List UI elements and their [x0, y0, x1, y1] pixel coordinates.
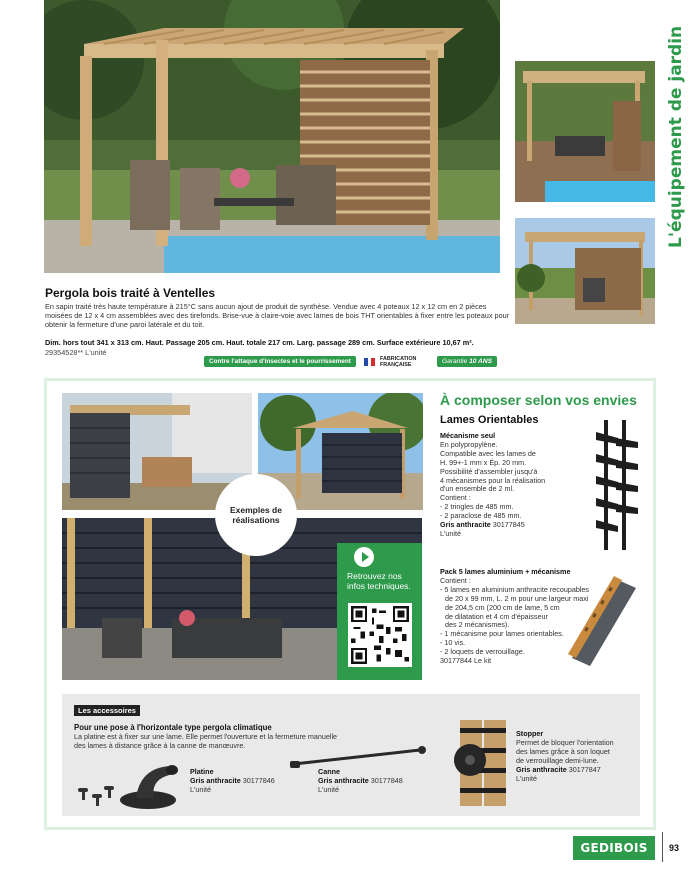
mecanisme-line: 4 mécanismes pour la réalisation [440, 475, 546, 485]
compose-heading: À composer selon vos envies [440, 392, 637, 408]
pack-line: de 204,5 cm (200 cm de lame, 5 cm [445, 602, 560, 612]
platine-block [190, 768, 290, 795]
stopper-line: Permet de bloquer l'orientation [516, 737, 614, 747]
qr-code-icon[interactable] [348, 603, 412, 667]
fabrication-francaise-label [380, 356, 416, 368]
mecanisme-line: - 2 paraclose de 485 mm. [440, 511, 522, 521]
guarantee-value: 10 ANS [469, 358, 492, 365]
pack-ref: 30177844 Le kit [440, 656, 492, 666]
mecanisme-color: Gris anthracite [440, 520, 491, 530]
mecanisme-line: - 2 tringles de 485 mm. [440, 502, 514, 512]
francaise-line: FRANÇAISE [380, 362, 412, 368]
gedibois-logo: GEDIBOIS [573, 836, 655, 860]
stopper-name: Stopper [516, 729, 544, 738]
platine-color: Gris anthracite [190, 775, 241, 785]
platine-ref: 30177846 [242, 775, 275, 785]
accessories-desc-2: des lames à distance grâce à la canne de manœuvre. [74, 740, 246, 750]
stopper-line: des lames grâce à son loquet [516, 746, 610, 756]
mecanisme-line: En polypropylène. [440, 439, 498, 449]
platine-name: Platine [190, 767, 214, 776]
stopper-ref: 30177847 [568, 764, 601, 774]
accessories-desc-1: La platine est à fixer sur une lame. Elle permet l'ouverture et la fermeture manuelle [74, 731, 338, 741]
mecanisme-line: H. 99+-1 mm x Ép. 20 mm. [440, 457, 527, 467]
mecanisme-title: Mécanisme seul [440, 431, 496, 440]
product-description: En sapin traité très haute température à 215°C sans aucun ajout de produit de synthèse. Vendue avec 4 poteaux 12 x 12 cm en 2 pièces moisées de 12 x 4 cm assemblées avec des tirefonds. Brise-vue à claire-voie avec lames de bois THT orientables à fixer entre les poteaux pour obtenir la fermeture d'une paroi latérale et du toit. [45, 302, 510, 329]
product-dimensions: Dim. hors tout 341 x 313 cm. Haut. Passage 205 cm. Haut. totale 217 cm. Larg. passage 289 cm. Surface extérieure 10,67 m². [45, 338, 474, 347]
pack-line: - 10 vis. [440, 638, 466, 648]
pack-line: de 20 x 99 mm, L. 2 m pour une largeur maxi [445, 593, 589, 603]
footer-divider [662, 832, 663, 862]
pack-line: - 5 lames en aluminium anthracite recoupables [440, 584, 590, 594]
pack-line: Contient : [440, 575, 471, 585]
fabrication-line: FABRICATION [380, 356, 417, 362]
product-title: Pergola bois traité à Ventelles [45, 286, 216, 300]
platine-product-image [70, 760, 185, 812]
mecanisme-line: Contient : [440, 493, 471, 503]
stopper-product-image [440, 720, 512, 806]
canne-color: Gris anthracite [318, 775, 369, 785]
guarantee-badge [437, 356, 497, 367]
tech-info-text: Retrouvez nos infos techniques. [347, 571, 411, 591]
pack-line: - 1 mécanisme pour lames orientables. [440, 629, 564, 639]
hero-pergola-photo [44, 0, 500, 273]
pack-line: des 2 mécanismes). [445, 620, 510, 630]
insect-protection-badge: Contre l'attaque d'insectes et le pourrissement [204, 356, 356, 367]
accessories-title: Pour une pose à l'horizontale type pergola climatique [74, 723, 272, 732]
stopper-unit: L'unité [516, 773, 537, 783]
pergola-garden-photo [515, 218, 655, 324]
mecanisme-unit: L'unité [440, 528, 461, 538]
pergola-pool-photo [515, 61, 655, 202]
section-vertical-title: L'équipement de jardin [666, 25, 686, 248]
mecanisme-ref: 30177845 [492, 520, 525, 530]
mecanisme-line: Compatible avec les lames de [440, 448, 536, 458]
platine-unit: L'unité [190, 784, 211, 794]
canne-name: Canne [318, 767, 340, 776]
pack-line: - 2 loquets de verrouillage. [440, 647, 525, 657]
canne-block [318, 768, 418, 795]
examples-badge: Exemples de réalisations [215, 474, 297, 556]
stopper-block [516, 730, 636, 783]
stopper-color: Gris anthracite [516, 764, 567, 774]
product-reference: 29354528** L'unité [45, 348, 107, 357]
tech-info-box[interactable] [337, 543, 422, 680]
mecanisme-block [440, 432, 590, 539]
mecanisme-product-image [592, 418, 642, 553]
pack-line: de dilatation et 4 cm d'épaisseur [445, 611, 548, 621]
mecanisme-line: d'un ensemble de 2 ml. [440, 484, 515, 494]
pack-product-image [566, 574, 642, 670]
pack-title: Pack 5 lames aluminium + mécanisme [440, 567, 571, 576]
accessories-tag: Les accessoires [74, 705, 140, 716]
play-icon[interactable] [354, 547, 374, 567]
canne-ref: 30177848 [370, 775, 403, 785]
canne-unit: L'unité [318, 784, 339, 794]
page-number: 93 [669, 843, 680, 853]
stopper-line: de verrouillage demi-lune. [516, 755, 599, 765]
french-flag-icon [364, 358, 375, 366]
compose-subheading: Lames Orientables [440, 414, 539, 426]
guarantee-prefix: Garantie [442, 358, 468, 365]
mecanisme-line: Possibilité d'assembler jusqu'à [440, 466, 538, 476]
